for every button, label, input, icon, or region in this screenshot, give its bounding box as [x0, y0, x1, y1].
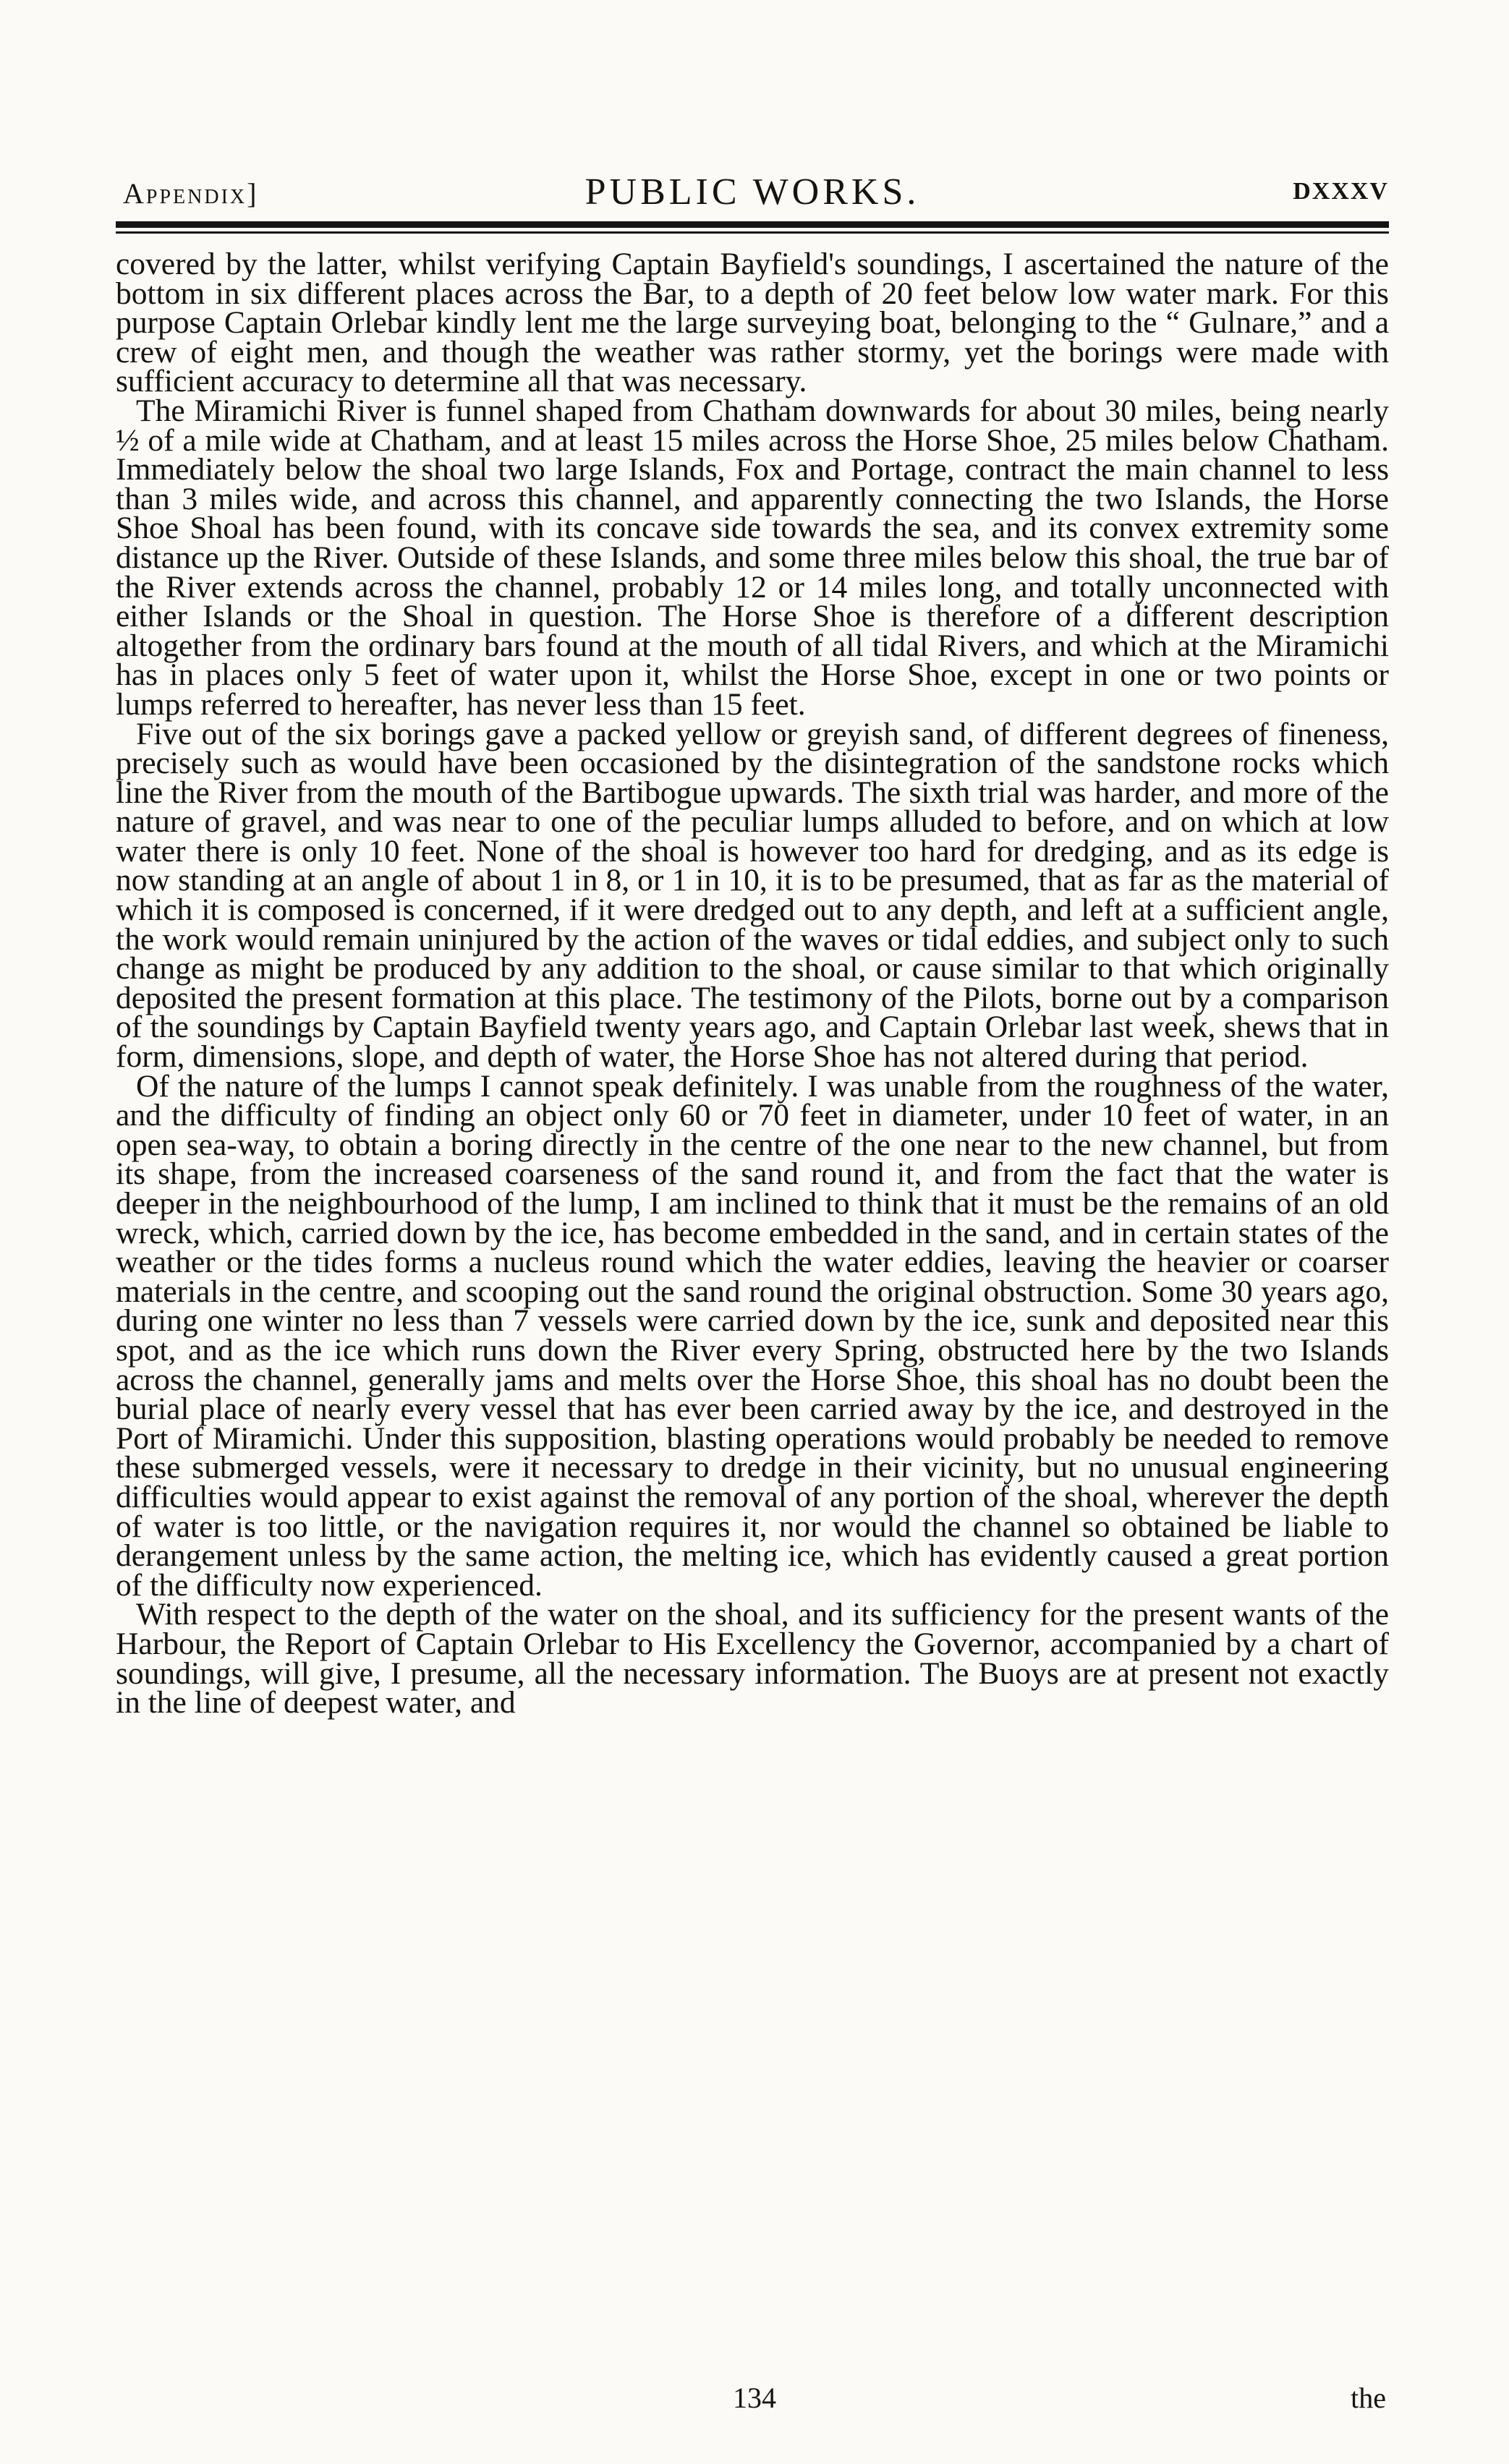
paragraph-borings: Five out of the six borings gave a packed yellow or greyish sand, of different degrees of fineness, precisely such as would have been occasioned by the disintegration of the sandstone rocks which line the River from the mouth of the Bartibogue upwards. The sixth trial was harder, and more of the nature of gravel, and was near to one of the peculiar lumps alluded to before, and on which at low water there is only 10 feet. None of the shoal is however too hard for dredging, and as its edge is now standing at an angle of about 1 in 8, or 1 in 10, it is to be presumed, that as far as the material of which it is composed is concerned, if it were dredged out to any depth, and left at a sufficient angle, the work would remain uninjured by the action of the waves or tidal eddies, and subject only to such change as might be produced by any addition to the shoal, or cause similar to that which originally deposited the present formation at this place. The testimony of the Pilots, borne out by a comparison of the soundings by Captain Bayfield twenty years ago, and Captain Orlebar last week, shews that in form, dimensions, slope, and depth of water, the Horse Shoe has not altered during that period.: [116, 716, 1389, 1075]
document-page: [116, 171, 1389, 1721]
paragraph-lumps: Of the nature of the lumps I cannot speak definitely. I was unable from the roughness of the water, and the difficulty of finding an object only 60 or 70 feet in diameter, under 10 feet of water, in an open sea-way, to obtain a boring directly in the centre of the one near to the new channel, but from its shape, from the increased coarseness of the sand round it, and from the fact that the water is deeper in the neighbourhood of the lump, I am inclined to think that it must be the remains of an old wreck, which, carried down by the ice, has become embedded in the sand, and in certain states of the weather or the tides forms a nucleus round which the water eddies, leaving the heavier or coarser materials in the centre, and scooping out the sand round the original obstruction. Some 30 years ago, during one winter no less than 7 vessels were carried down by the ice, sunk and deposited near this spot, and as the ice which runs down the River every Spring, obstructed here by the two Islands across the channel, generally jams and melts over the Horse Shoe, this shoal has no doubt been the burial place of nearly every vessel that has ever been carried away by the ice, and destroyed in the Port of Miramichi. Under this supposition, blasting operations would probably be needed to remove these submerged vessels, were it necessary to dredge in their vicinity, but no unusual engineering difficulties would appear to exist against the removal of any portion of the shoal, wherever the depth of water is too little, or the navigation requires it, nor would the channel so obtained be liable to derangement unless by the same action, the melting ice, which has evidently caused a great portion of the difficulty now experienced.: [116, 1068, 1389, 1603]
running-head: [116, 171, 1389, 221]
running-head-page-numeral: DXXXV: [1293, 178, 1389, 205]
header-rule-thin: [116, 231, 1389, 234]
paragraph-river-description: The Miramichi River is funnel shaped from Chatham downwards for about 30 miles, being nearly ½ of a mile wide at Chatham, and at least 15 miles across the Horse Shoe, 25 miles below Chatham. Immediately below the shoal two large Islands, Fox and Portage, contract the main channel to less than 3 miles wide, and across this channel, and apparently connecting the two Islands, the Horse Shoe Shoal has been found, with its concave side towards the sea, and its convex extremity some distance up the River. Outside of these Islands, and some three miles below this shoal, the true bar of the River extends across the channel, probably 12 or 14 miles long, and totally unconnected with either Islands or the Shoal in question. The Horse Shoe is therefore of a different description altogether from the ordinary bars found at the mouth of all tidal Rivers, and which at the Miramichi has in places only 5 feet of water upon it, whilst the Horse Shoe, except in one or two points or lumps referred to hereafter, has never less than 15 feet.: [116, 393, 1389, 722]
catchword: the: [1351, 2382, 1386, 2414]
body-text: [116, 247, 1389, 1721]
running-head-section: Appendix]: [123, 177, 259, 210]
header-rule-thick: [116, 221, 1389, 228]
page-number: 134: [733, 2382, 776, 2414]
paragraph-continued: covered by the latter, whilst verifying Captain Bayfield's soundings, I ascertained the nature of the bottom in six different places across the Bar, to a depth of 20 feet below low water mark. For this purpose Captain Orlebar kindly lent me the large surveying boat, belonging to the “ Gulnare,” and a crew of eight men, and though the weather was rather stormy, yet the borings were made with sufficient accuracy to determine all that was necessary.: [116, 247, 1389, 399]
running-head-title: PUBLIC WORKS.: [585, 171, 920, 213]
paragraph-depth-of-water: With respect to the depth of the water on the shoal, and its sufficiency for the present wants of the Harbour, the Report of Captain Orlebar to His Excellency the Governor, accompanied by a chart of soundings, will give, I presume, all the necessary information. The Buoys are at present not exactly in the line of deepest water, and: [116, 1597, 1389, 1721]
